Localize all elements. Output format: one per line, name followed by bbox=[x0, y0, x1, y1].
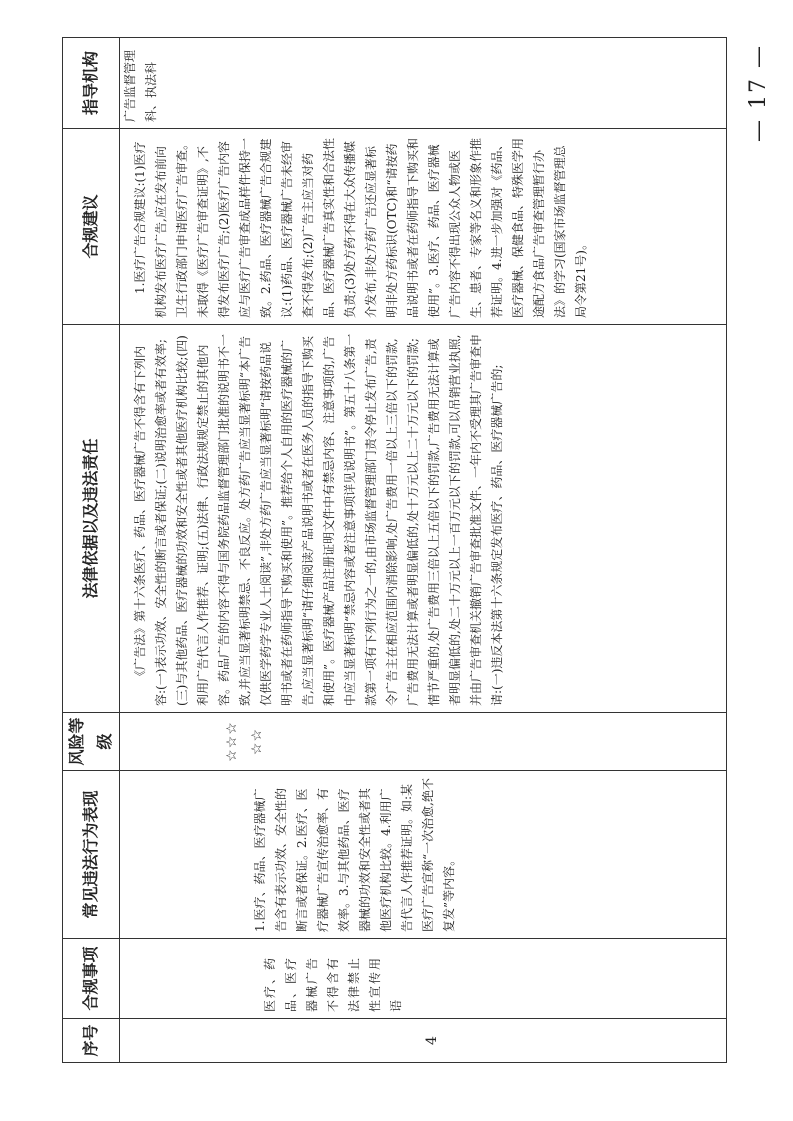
cell-legal bbox=[120, 325, 727, 713]
page-number: — 17 — bbox=[745, 44, 771, 142]
cell-matter bbox=[120, 939, 727, 1019]
compliance-table-region bbox=[62, 38, 727, 1063]
cell-behavior bbox=[120, 771, 727, 939]
header-matter: 合规事项 bbox=[63, 939, 120, 1019]
table-row bbox=[120, 38, 727, 1063]
agency-text: 广告监督管理科、执法科 bbox=[123, 49, 158, 122]
cell-seq bbox=[120, 1019, 727, 1063]
header-behavior: 常见违法行为表现 bbox=[63, 771, 120, 939]
seq-text: 4 bbox=[424, 1036, 440, 1045]
legal-text: 《广告法》第十六条医疗、药品、医疗器械广告不得含有下列内容:(一)表示功效、安全性的断言或者保证;(二)说明治愈率或者有效率;(三)与其他药品、医疗器械的功效和安全性或者其他医疗机构比较;(四)利用广告代言人作推荐、证明;(五)法律、行政法规规定禁止的其他内容。药品广告的内容不得与国务院药品监督管理部门批准的说明书不一致,并应当显著标明禁忌、不良反应。处方药广告应当显著标明“本广告仅供医学药学专业人士阅读”,非处方药广告应当显著标明“请按药品说明书或者在药师指导下购买和使用”。推荐给个人自用的医疗器械的广告,应当显著标明“请仔细阅读产品说明书或者在医务人员的指导下购买和使用”。医疗器械产品注册证明文件中有禁忌内容、注意事项的,广告中应当显著标明“禁忌内容或者注意事项详见说明书”。第五十八条第一款第一项有下列行为之一的,由市场监督管理部门责令停止发布广告,责令广告主在相应范围内消除影响,处广告费用一倍以上三倍以下的罚款,广告费用无法计算或者明显偏低的,处十万元以上二十万元以下的罚款;情节严重的,处广告费用三倍以上五倍以下的罚款,广告费用无法计算或者明显偏低的,处二十万元以上一百万元以下的罚款,可以吊销营业执照,并由广告审查机关撤销广告审查批准文件、一年内不受理其广告审查申请:(一)违反本法第十六条规定发布医疗、药品、医疗器械广告的; bbox=[133, 333, 504, 706]
advice-text: 1.医疗广告合规建议:(1)医疗机构发布医疗广告,应在发布前向卫生行政部门申请医疗广告审查。未取得《医疗广告审查证明》,不得发布医疗广告;(2)医疗广告内容应与医疗广告审查成品样件保持一致。2.药品、医疗器械广告合规建议:(1)药品、医疗器械广告未经审查不得发布;(2)广告主应当对药品、医疗器械广告真实性和合法性负责;(3)处方药不得在大众传播媒介发布,非处方药广告还应显著标明非处方药标识(OTC)和“请按药品说明书或者在药师指导下购买和使用”。3.医疗、药品、医疗器械广告内容不得出现公众人物或医生、患者、专家等名义和形象作推荐证明。4.进一步加强对《药品、医疗器械、保健食品、特殊医学用途配方食品广告审查管理暂行办法》的学习(国家市场监督管理总局令第21号)。 bbox=[133, 137, 588, 318]
header-legal: 法律依据以及违法责任 bbox=[63, 325, 120, 713]
table-header-row bbox=[63, 38, 120, 1063]
cell-advice bbox=[120, 129, 727, 325]
header-advice: 合规建议 bbox=[63, 129, 120, 325]
header-risk: 风险等级 bbox=[63, 713, 120, 771]
header-agency: 指导机构 bbox=[63, 38, 120, 129]
risk-stars: ☆☆☆☆☆ bbox=[224, 721, 265, 762]
cell-agency bbox=[120, 38, 727, 129]
cell-risk bbox=[120, 713, 727, 771]
behavior-text: 1.医疗、药品、医疗器械广告含有表示功效、安全性的断言或者保证。2.医疗、医疗器械广告宣传治愈率、有效率。3.与其他药品、医疗器械的功效和安全性或者其他医疗机构比较。4.利用广告代言人作推荐证明。如:某医疗广告宣称“一次治愈,绝不复发”等内容。 bbox=[253, 778, 456, 932]
header-seq: 序号 bbox=[63, 1019, 120, 1063]
compliance-table bbox=[62, 37, 727, 1063]
matter-text: 医疗、药品、医疗器械广告不得含有法律禁止性宣传用语 bbox=[263, 955, 403, 1012]
